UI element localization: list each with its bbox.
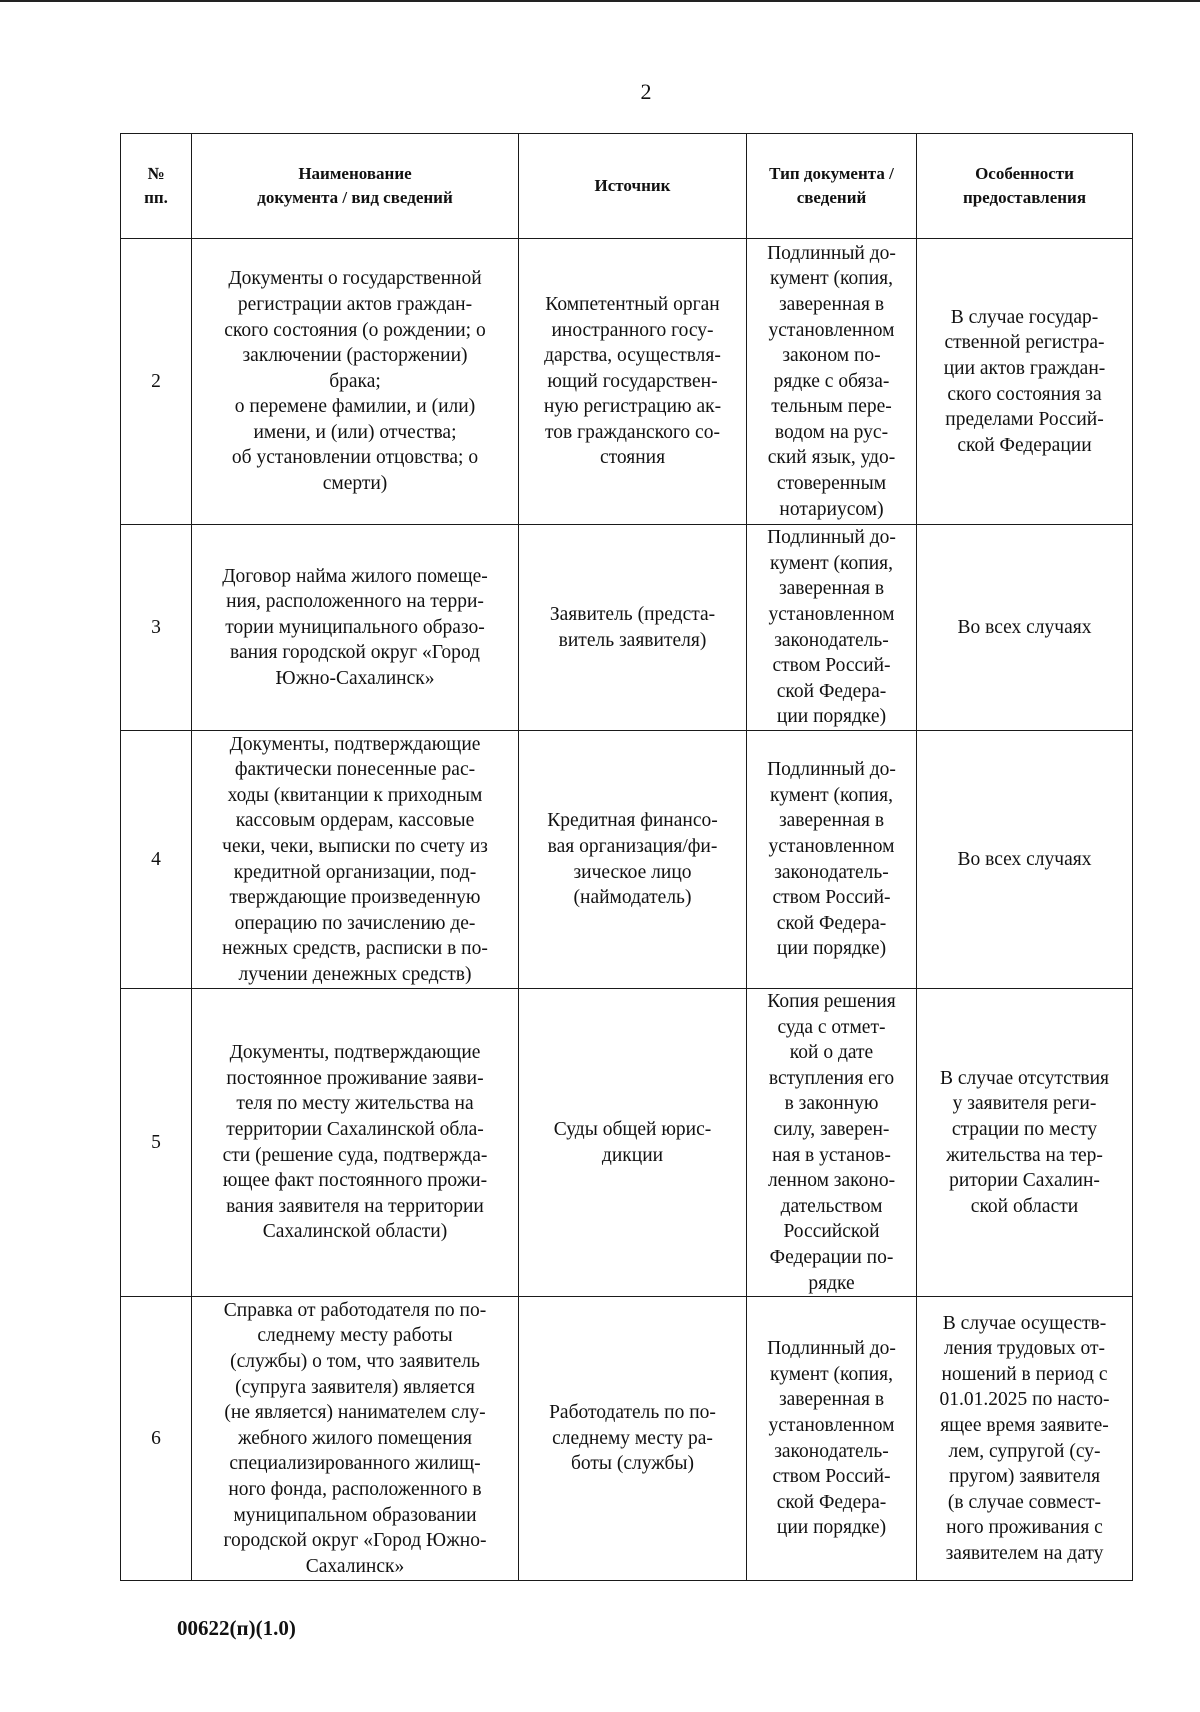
row-source: Заявитель (предста- витель заявителя) — [519, 525, 747, 731]
table-row — [121, 525, 1133, 731]
row-document-type: Подлинный до- кумент (копия, заверенная в установленном законом по- рядке с обяза- тельным пере- водом на рус- ский язык, удо- стоверенным нотариусом) — [747, 239, 917, 525]
header-document-type: Тип документа / сведений — [747, 134, 917, 239]
table-row — [121, 239, 1133, 525]
table-header-row — [121, 134, 1133, 239]
row-document-name: Документы о государственной регистрации актов граждан- ского состояния (о рождении; о заключении (расторжении) брака; о перемене фамилии, и (или) имени, и (или) отчества; об установлении отцовства; о смерти) — [192, 239, 519, 525]
row-document-name: Документы, подтверждающие постоянное проживание заяви- теля по месту жительства на территории Сахалинской обла- сти (решение суда, подтвержда- ющее факт постоянного прожи- вания заявителя на территории Сахалинской области) — [192, 989, 519, 1297]
row-document-type: Подлинный до- кумент (копия, заверенная в установленном законодатель- ством Россий- ской Федера- ции порядке) — [747, 525, 917, 731]
document-code: 00622(п)(1.0) — [177, 1616, 296, 1640]
header-source: Источник — [519, 134, 747, 239]
row-source: Работодатель по по- следнему месту ра- боты (службы) — [519, 1297, 747, 1581]
row-source: Кредитная финансо- вая организация/фи- зическое лицо (наймодатель) — [519, 731, 747, 989]
row-features: В случае осуществ- ления трудовых от- ношений в период с 01.01.2025 по насто- ящее время заявите- лем, супругой (су- пругом) заявителя (в случае совмест- ного проживания с заявителем на дату — [917, 1297, 1133, 1581]
row-source: Суды общей юрис- дикции — [519, 989, 747, 1297]
header-document-name: Наименование документа / вид сведений — [192, 134, 519, 239]
table-row — [121, 731, 1133, 989]
row-document-name: Документы, подтверждающие фактически понесенные рас- ходы (квитанции к приходным кассовым ордерам, кассовые чеки, чеки, выписки по счету из кредитной организации, под- тверждающие произведенную операцию по зачислению де- нежных средств, расписки в по- лучении денежных средств) — [192, 731, 519, 989]
row-document-name: Справка от работодателя по по- следнему месту работы (службы) о том, что заявитель (супруга заявителя) является (не является) нанимателем слу- жебного жилого помещения специализированного жилищ- ного фонда, расположенного в муниципальном образовании городской округ «Город Южно- Сахалинск» — [192, 1297, 519, 1581]
header-num: № пп. — [121, 134, 192, 239]
row-document-type: Подлинный до- кумент (копия, заверенная в установленном законодатель- ством Россий- ской Федера- ции порядке) — [747, 731, 917, 989]
documents-table — [120, 133, 1133, 1581]
row-num: 4 — [121, 731, 192, 989]
row-document-type: Копия решения суда с отмет- кой о дате вступления его в законную силу, заверен- ная в установ- ленном законо- дательством Российской Федерации по- рядке — [747, 989, 917, 1297]
row-num: 3 — [121, 525, 192, 731]
row-document-type: Подлинный до- кумент (копия, заверенная в установленном законодатель- ством Россий- ской Федера- ции порядке) — [747, 1297, 917, 1581]
scan-edge-line — [0, 0, 1200, 2]
row-features: В случае государ- ственной регистра- ции актов граждан- ского состояния за пределами Россий- ской Федерации — [917, 239, 1133, 525]
header-features: Особенности предоставления — [917, 134, 1133, 239]
table-row — [121, 1297, 1133, 1581]
row-num: 6 — [121, 1297, 192, 1581]
row-num: 2 — [121, 239, 192, 525]
page-number: 2 — [640, 79, 652, 104]
row-num: 5 — [121, 989, 192, 1297]
row-features: Во всех случаях — [917, 731, 1133, 989]
row-features: В случае отсутствия у заявителя реги- страции по месту жительства на тер- ритории Сахалин- ской области — [917, 989, 1133, 1297]
row-source: Компетентный орган иностранного госу- дарства, осуществля- ющий государствен- ную регистрацию ак- тов гражданского со- стояния — [519, 239, 747, 525]
table-row — [121, 989, 1133, 1297]
row-features: Во всех случаях — [917, 525, 1133, 731]
row-document-name: Договор найма жилого помеще- ния, расположенного на терри- тории муниципального образо- вания городской округ «Город Южно-Сахалинск» — [192, 525, 519, 731]
